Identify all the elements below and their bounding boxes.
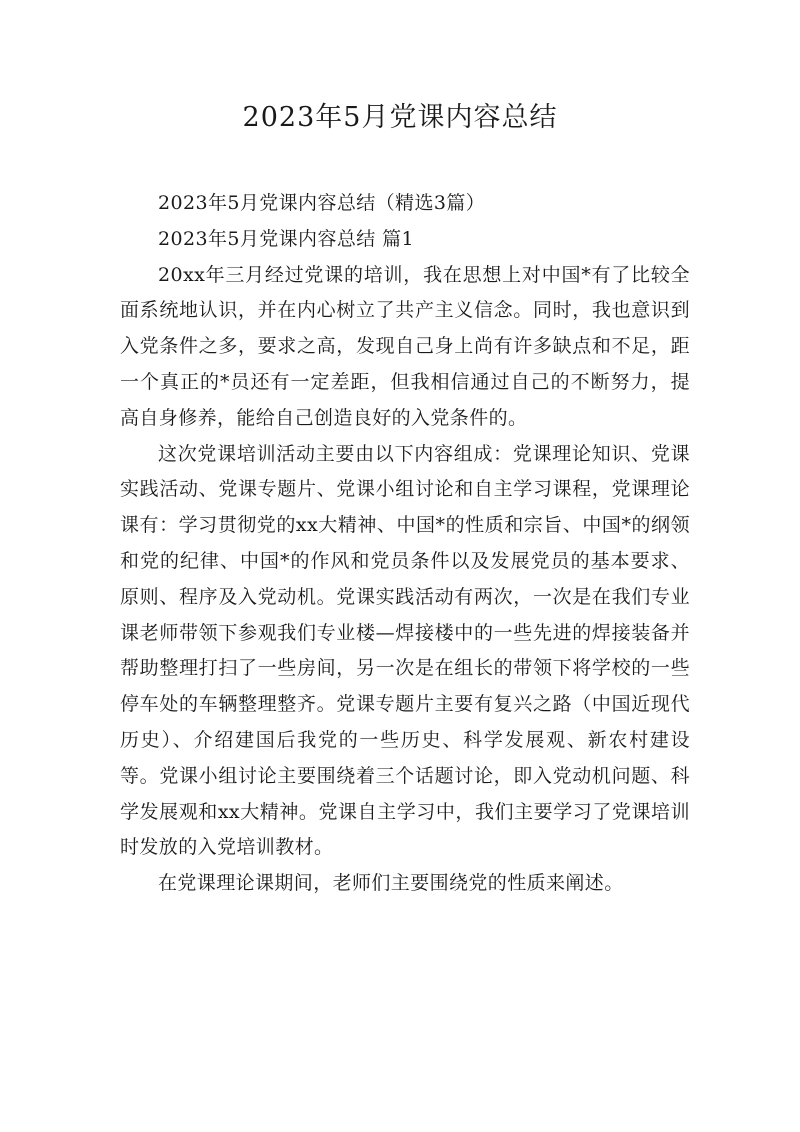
paragraph: 这次党课培训活动主要由以下内容组成：党课理论知识、党课实践活动、党课专题片、党课小组讨论和自主学习课程，党课理论课有：学习贯彻党的xx大精神、中国*的性质和宗旨、中国*的纲领和党的纪律、中国*的作风和党员条件以及发展党员的基本要求、原则、程序及入党动机。党课实践活动有两次，一次是在我们专业课老师带领下参观我们专业楼—焊接楼中的一些先进的焊接装备并帮助整理打扫了一些房间，另一次是在组长的带领下将学校的一些停车处的车辆整理整齐。党课专题片主要有复兴之路（中国近现代历史）、介绍建国后我党的一些历史、科学发展观、新农村建设等。党课小组讨论主要围绕着三个话题讨论，即入党动机问题、科学发展观和xx大精神。党课自主学习中，我们主要学习了党课培训时发放的入党培训教材。 bbox=[120, 442, 690, 859]
paragraph: 20xx年三月经过党课的培训，我在思想上对中国*有了比较全面系统地认识，并在内心树立了共产主义信念。同时，我也意识到入党条件之多，要求之高，发现自己身上尚有许多缺点和不足，距一个真正的*员还有一定差距，但我相信通过自己的不断努力，提高自身修养，能给自己创造良好的入党条件的。 bbox=[120, 263, 690, 429]
section-heading: 2023年5月党课内容总结 篇1 bbox=[158, 227, 414, 250]
paragraph: 在党课理论课期间，老师们主要围绕党的性质来阐述。 bbox=[158, 872, 624, 895]
document-body bbox=[120, 186, 690, 902]
subtitle-line: 2023年5月党课内容总结（精选3篇） bbox=[158, 192, 486, 214]
document-title: 2023年5月党课内容总结 bbox=[242, 102, 558, 133]
